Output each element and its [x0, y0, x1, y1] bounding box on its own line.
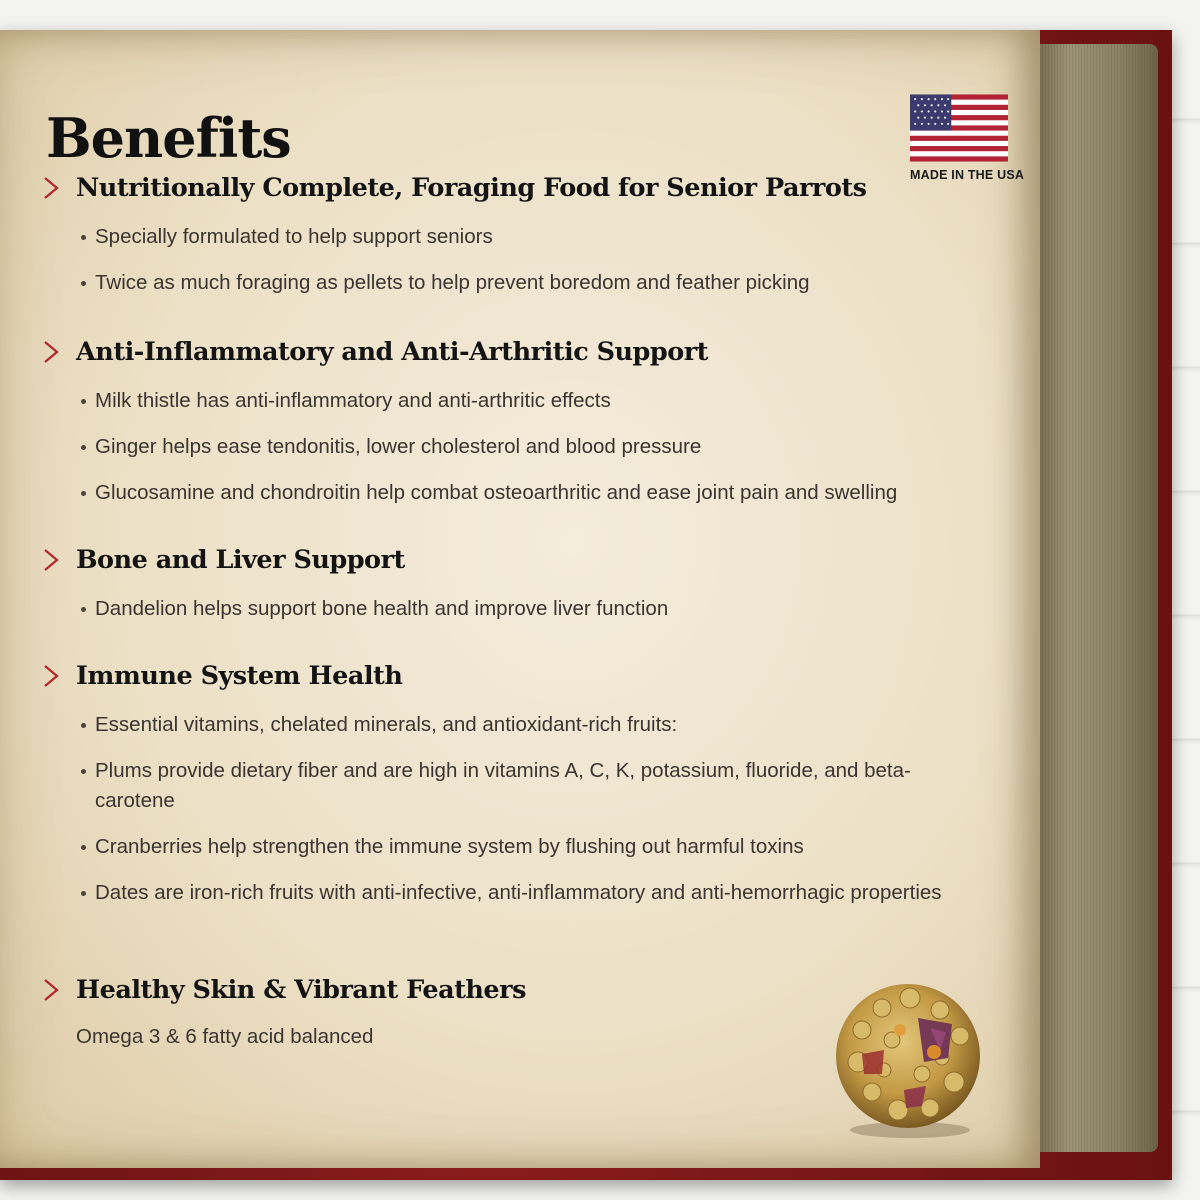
section-title: Healthy Skin & Vibrant Feathers [76, 975, 526, 1005]
section-title: Anti-Inflammatory and Anti-Arthritic Support [76, 337, 708, 367]
us-flag-icon [910, 94, 1008, 162]
section-bone-liver [40, 542, 1030, 624]
list-item: Essential vitamins, chelated minerals, and antioxidant-rich fruits: [78, 710, 970, 740]
list-item: Glucosamine and chondroitin help combat osteoarthritic and ease joint pain and swelling [78, 478, 1030, 508]
made-in-usa-badge [910, 94, 1025, 182]
list-item: Plums provide dietary fiber and are high in vitamins A, C, K, potassium, fluoride, and beta-carotene [78, 756, 970, 816]
section-heading [40, 658, 1030, 694]
section-heading [40, 542, 1030, 578]
section-heading [40, 334, 1030, 370]
section-immune [40, 658, 1030, 908]
section-text: Omega 3 & 6 fatty acid balanced [76, 1025, 374, 1048]
made-in-usa-caption: MADE IN THE USA [910, 168, 1025, 182]
chevron-right-icon [40, 339, 62, 365]
section-heading [40, 170, 1030, 206]
book-page-edges [1030, 44, 1158, 1152]
page-title: Benefits [46, 106, 291, 170]
bullet-list [40, 594, 1030, 624]
chevron-right-icon [40, 977, 62, 1003]
list-item: Ginger helps ease tendonitis, lower cholesterol and blood pressure [78, 432, 1030, 462]
book-page [0, 30, 1040, 1168]
section-anti-inflammatory [40, 334, 1030, 508]
section-title: Nutritionally Complete, Foraging Food for Senior Parrots [76, 173, 867, 203]
list-item: Twice as much foraging as pellets to help prevent boredom and feather picking [78, 268, 1030, 298]
bullet-list [40, 222, 1030, 298]
list-item: Dates are iron-rich fruits with anti-infective, anti-inflammatory and anti-hemorrhagic properties [78, 878, 970, 908]
food-ball-image [822, 970, 992, 1140]
chevron-right-icon [40, 663, 62, 689]
section-title: Immune System Health [76, 661, 403, 691]
section-title: Bone and Liver Support [76, 545, 405, 575]
list-item: Specially formulated to help support seniors [78, 222, 1030, 252]
bullet-list [40, 386, 1030, 508]
chevron-right-icon [40, 547, 62, 573]
list-item: Dandelion helps support bone health and improve liver function [78, 594, 1030, 624]
chevron-right-icon [40, 175, 62, 201]
bullet-list [40, 710, 1030, 908]
section-nutrition [40, 170, 1030, 298]
list-item: Milk thistle has anti-inflammatory and anti-arthritic effects [78, 386, 1030, 416]
list-item: Cranberries help strengthen the immune system by flushing out harmful toxins [78, 832, 970, 862]
